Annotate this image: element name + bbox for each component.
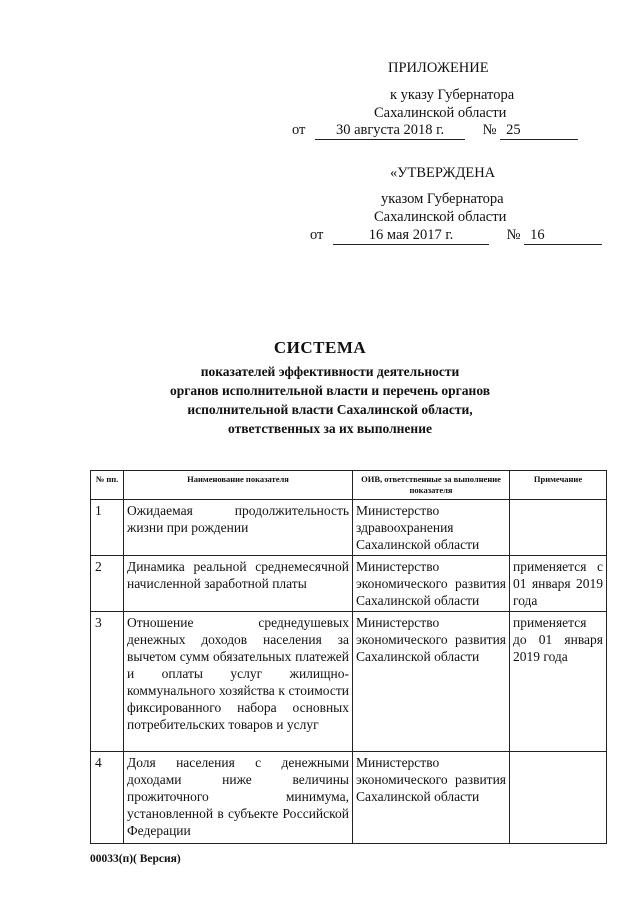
number-label: № <box>506 227 521 243</box>
row-name: Ожидаемая продолжительность жизни при рождении <box>124 500 353 556</box>
header-note: Примечание <box>510 471 607 500</box>
row-name: Динамика реальной среднемесячной начисленной заработной платы <box>124 556 353 612</box>
from-label: от <box>310 227 324 243</box>
row-oiv: Министерство экономического развития Сахалинской области <box>353 556 510 612</box>
row-oiv: Министерство здравоохранения Сахалинской области <box>353 500 510 556</box>
document-code: 00033(п)( Версия) <box>90 853 181 865</box>
table-header-row <box>91 471 607 500</box>
row-num: 1 <box>91 500 124 556</box>
approved-date-line <box>310 227 602 245</box>
approved-region: Сахалинской области <box>374 209 507 225</box>
table-row <box>91 556 607 612</box>
table-row <box>91 752 607 844</box>
row-note <box>510 752 607 844</box>
approved-number: 16 <box>524 227 602 245</box>
appendix-date: 30 августа 2018 г. <box>315 122 465 140</box>
indicators-table <box>90 470 607 844</box>
subtitle-line: органов исполнительной власти и перечень органов <box>169 383 491 398</box>
from-label: от <box>292 122 306 138</box>
header-name: Наименование показателя <box>124 471 353 500</box>
row-name: Доля населения с денежными доходами ниже величины прожиточного минимума, установленной в субъекте Российской Федерации <box>124 752 353 844</box>
document-title: СИСТЕМА <box>273 338 367 357</box>
approved-title: «УТВЕРЖДЕНА <box>390 165 496 181</box>
table-row <box>91 500 607 556</box>
appendix-number: 25 <box>500 122 578 140</box>
document-subtitle <box>150 362 510 438</box>
row-num: 3 <box>91 612 124 752</box>
approved-decree: указом Губернатора <box>381 191 504 207</box>
subtitle-line: показателей эффективности деятельности <box>200 364 460 379</box>
row-oiv: Министерство экономического развития Сахалинской области <box>353 752 510 844</box>
row-note: применяется до 01 января 2019 года <box>510 612 607 752</box>
row-note <box>510 500 607 556</box>
appendix-date-line <box>292 122 578 140</box>
row-note: применяется с 01 января 2019 года <box>510 556 607 612</box>
row-num: 2 <box>91 556 124 612</box>
appendix-to-decree: к указу Губернатора <box>390 87 515 103</box>
subtitle-line: ответственных за их выполнение <box>228 421 432 436</box>
header-num: № пп. <box>91 471 124 500</box>
row-num: 4 <box>91 752 124 844</box>
header-oiv: ОИВ, ответственные за выполнение показателя <box>353 471 510 500</box>
subtitle-line: исполнительной власти Сахалинской области, <box>187 402 473 417</box>
row-oiv: Министерство экономического развития Сахалинской области <box>353 612 510 752</box>
row-name: Отношение среднедушевых денежных доходов населения за вычетом сумм обязательных платежей и оплаты услуг жилищно-коммунального хозяйства к стоимости фиксированного набора основных потребительских товаров и услуг <box>124 612 353 752</box>
number-label: № <box>482 122 497 138</box>
appendix-region: Сахалинской области <box>374 105 507 121</box>
approved-date: 16 мая 2017 г. <box>333 227 489 245</box>
table-row <box>91 612 607 752</box>
appendix-label: ПРИЛОЖЕНИЕ <box>388 60 489 76</box>
